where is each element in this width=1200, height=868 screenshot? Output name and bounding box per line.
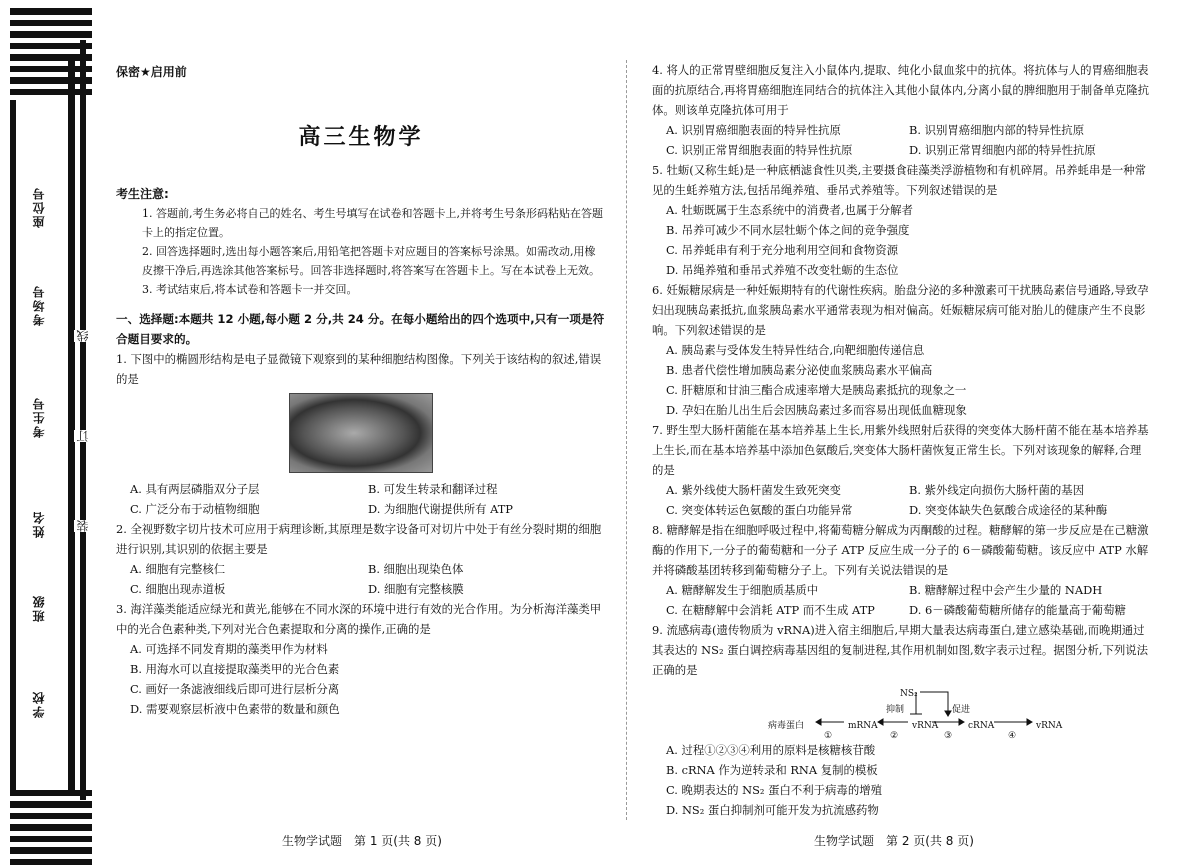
option: D. 吊绳养殖和垂吊式养殖不改变牡蛎的生态位 bbox=[666, 263, 899, 277]
option: B. 细胞出现染色体 bbox=[368, 562, 464, 576]
option: B. 可发生转录和翻译过程 bbox=[368, 482, 498, 496]
question-3-options bbox=[116, 639, 606, 719]
diagram-step-4: ④ bbox=[1008, 731, 1017, 741]
cut-mark-order: 订 bbox=[76, 430, 90, 442]
question-3: 3. 海洋藻类能适应绿光和黄光,能够在不同水深的环境中进行有效的光合作用。为分析海洋藻类甲中的光合色素种类,下列对光合色素提取和分离的操作,正确的是 bbox=[116, 602, 602, 636]
question-2-options bbox=[116, 559, 606, 599]
option: B. 糖酵解过程中会产生少量的 NADH bbox=[909, 583, 1103, 597]
option: D. 需要观察层析液中色素带的数量和颜色 bbox=[130, 702, 340, 716]
question-5-options bbox=[652, 200, 1152, 280]
option: A. 胰岛素与受体发生特异性结合,向靶细胞传递信息 bbox=[666, 343, 925, 357]
option: D. NS₂ 蛋白抑制剂可能开发为抗流感药物 bbox=[666, 803, 879, 817]
question-6-options bbox=[652, 340, 1152, 420]
cut-mark-line: 线 bbox=[76, 330, 90, 342]
exam-title: 高三生物学 bbox=[298, 125, 424, 150]
question-4: 4. 将人的正常胃壁细胞反复注入小鼠体内,提取、纯化小鼠血浆中的抗体。将抗体与人的胃癌细胞表面的抗原结合,再将胃癌细胞连同结合的抗体注入其他小鼠体内,分离小鼠的脾细胞用于制备单克隆抗体。则该单克隆抗体可用于 bbox=[652, 63, 1150, 117]
option: B. 识别胃癌细胞内部的特异性抗原 bbox=[909, 123, 1085, 137]
page-footer-1: 生物学试题 第 1 页(共 8 页) bbox=[282, 834, 442, 848]
diagram-protein-label: 病毒蛋白 bbox=[768, 721, 805, 731]
notice-list bbox=[116, 204, 606, 299]
left-page bbox=[116, 60, 606, 719]
option: C. 广泛分布于动植物细胞 bbox=[130, 502, 260, 516]
question-8-options bbox=[652, 580, 1152, 620]
option: B. 紫外线定向损伤大肠杆菌的基因 bbox=[909, 483, 1085, 497]
notice-item: 3. 考试结束后,将本试卷和答题卡一并交回。 bbox=[142, 283, 358, 296]
option: B. 吊养可减少不同水层牡蛎个体之间的竞争强度 bbox=[666, 223, 910, 237]
option: B. 患者代偿性增加胰岛素分泌使血浆胰岛素水平偏高 bbox=[666, 363, 933, 377]
option: C. 在糖酵解中会消耗 ATP 而不生成 ATP bbox=[666, 603, 875, 617]
option: A. 牡蛎既属于生态系统中的消费者,也属于分解者 bbox=[666, 203, 913, 217]
diagram-vrna-label: vRNA bbox=[912, 721, 939, 731]
option: A. 细胞有完整核仁 bbox=[130, 562, 226, 576]
exam-room-field-label: 考场号 bbox=[30, 284, 50, 326]
option: D. 孕妇在胎儿出生后会因胰岛素过多而容易出现低血糖现象 bbox=[666, 403, 967, 417]
diagram-crna-label: cRNA bbox=[968, 721, 995, 731]
notice-item: 2. 回答选择题时,选出每小题答案后,用铅笔把答题卡对应题目的答案标号涂黑。如需改动,用橡皮擦干净后,再选涂其他答案标号。回答非选择题时,将答案写在答题卡上。写在本试卷上无效。 bbox=[142, 245, 600, 277]
exam-number-field-label: 考生号 bbox=[30, 396, 50, 438]
section-heading: 一、选择题:本题共 12 小题,每小题 2 分,共 24 分。在每小题给出的四个选项中,只有一项是符合题目要求的。 bbox=[116, 312, 605, 346]
option: C. 肝糖原和甘油三酯合成速率增大是胰岛素抵抗的现象之一 bbox=[666, 383, 967, 397]
option: B. 用海水可以直接提取藻类甲的光合色素 bbox=[130, 662, 340, 676]
option: C. 细胞出现赤道板 bbox=[130, 582, 226, 596]
option: A. 过程①②③④利用的原料是核糖核苷酸 bbox=[666, 743, 876, 757]
question-4-options bbox=[652, 120, 1152, 160]
diagram-step-1: ① bbox=[824, 731, 833, 741]
question-8: 8. 糖酵解是指在细胞呼吸过程中,将葡萄糖分解成为丙酮酸的过程。糖酵解的第一步反应是在己糖激酶的作用下,一分子的葡萄糖和一分子 ATP 反应生成一分子的 6－磷酸葡萄糖。该反应中 ATP 水解并将磷酸基团转移到葡萄糖分子上。下列有关说法错误的是 bbox=[652, 523, 1149, 577]
diagram-vrna2-label: vRNA bbox=[1036, 721, 1063, 731]
question-5: 5. 牡蛎(又称生蚝)是一种底栖滤食性贝类,主要摄食硅藻类浮游植物和有机碎屑。吊养蚝串是一种常见的生蚝养殖方法,包括吊绳养殖、垂吊式养殖等。下列叙述错误的是 bbox=[652, 163, 1147, 197]
option: D. 识别正常胃细胞内部的特异性抗原 bbox=[909, 143, 1096, 157]
page-divider bbox=[626, 60, 627, 820]
question-7-options bbox=[652, 480, 1152, 520]
option: C. 晚期表达的 NS₂ 蛋白不利于病毒的增殖 bbox=[666, 783, 882, 797]
option: A. 糖酵解发生于细胞质基质中 bbox=[666, 583, 819, 597]
option: D. 突变体缺失色氨酸合成途径的某种酶 bbox=[909, 503, 1108, 517]
option: C. 突变体转运色氨酸的蛋白功能异常 bbox=[666, 503, 853, 517]
question-1-options bbox=[116, 479, 606, 519]
diagram-ns2-label: NS₂ bbox=[900, 689, 918, 699]
option: D. 6－磷酸葡萄糖所储存的能量高于葡萄糖 bbox=[909, 603, 1126, 617]
name-field-label: 姓名 bbox=[30, 510, 50, 538]
diagram-step-2: ② bbox=[890, 731, 899, 741]
replication-diagram bbox=[768, 686, 1068, 741]
diagram-inhibit-label: 抑制 bbox=[886, 705, 905, 715]
diagram-mrna-label: mRNA bbox=[848, 721, 878, 731]
diagram-step-3: ③ bbox=[944, 731, 953, 741]
option: A. 紫外线使大肠杆菌发生致死突变 bbox=[666, 483, 841, 497]
option: C. 吊养蚝串有利于充分地利用空间和食物资源 bbox=[666, 243, 898, 257]
option: D. 为细胞代谢提供所有 ATP bbox=[368, 502, 513, 516]
question-2: 2. 全视野数字切片技术可应用于病理诊断,其原理是数字设备可对切片中处于有丝分裂时期的细胞进行识别,其识别的依据主要是 bbox=[116, 522, 602, 556]
class-field-label: 班级 bbox=[30, 594, 50, 622]
option: C. 画好一条滤液细线后即可进行层析分离 bbox=[130, 682, 340, 696]
option: D. 细胞有完整核膜 bbox=[368, 582, 464, 596]
option: B. cRNA 作为逆转录和 RNA 复制的模板 bbox=[666, 763, 878, 777]
question-7: 7. 野生型大肠杆菌能在基本培养基上生长,用紫外线照射后获得的突变体大肠杆菌不能在基本培养基上生长,而在基本培养基中添加色氨酸后,突变体大肠杆菌恢复正常生长。下列对该现象的解释,合理的是 bbox=[652, 423, 1149, 477]
question-9: 9. 流感病毒(遗传物质为 vRNA)进入宿主细胞后,早期大量表达病毒蛋白,建立感染基础,而晚期通过其表达的 NS₂ 蛋白调控病毒基因组的复制进程,其作用机制如图,数字表示过程。据图分析,下列说法正确的是 bbox=[652, 623, 1149, 677]
notice-item: 1. 答题前,考生务必将自己的姓名、考生号填写在试卷和答题卡上,并将考生号条形码粘贴在答题卡上的指定位置。 bbox=[142, 207, 603, 239]
question-1: 1. 下图中的椭圆形结构是电子显微镜下观察到的某种细胞结构图像。下列关于该结构的叙述,错误的是 bbox=[116, 352, 602, 386]
mitochondrion-micrograph bbox=[289, 393, 433, 473]
option: A. 可选择不同发育期的藻类甲作为材料 bbox=[130, 642, 328, 656]
question-9-options bbox=[652, 740, 1152, 820]
page-footer-2: 生物学试题 第 2 页(共 8 页) bbox=[814, 834, 974, 848]
option: A. 具有两层磷脂双分子层 bbox=[130, 482, 260, 496]
question-6: 6. 妊娠糖尿病是一种妊娠期特有的代谢性疾病。胎盘分泌的多种激素可干扰胰岛素信号通路,导致孕妇出现胰岛素抵抗,血浆胰岛素水平通常表现为相对偏高。妊娠糖尿病可能对胎儿的健康产生不良影响。下列叙述错误的是 bbox=[652, 283, 1149, 337]
diagram-promote-label: 促进 bbox=[952, 705, 971, 715]
secret-label: 保密★启用前 bbox=[116, 65, 187, 79]
right-page bbox=[652, 60, 1152, 820]
school-field-label: 学校 bbox=[30, 690, 50, 718]
notice-heading: 考生注意: bbox=[116, 187, 169, 201]
seat-field-label: 座位号 bbox=[30, 186, 50, 228]
cut-mark-bind: 装 bbox=[76, 520, 90, 532]
option: C. 识别正常胃细胞表面的特异性抗原 bbox=[666, 143, 853, 157]
option: A. 识别胃癌细胞表面的特异性抗原 bbox=[666, 123, 841, 137]
